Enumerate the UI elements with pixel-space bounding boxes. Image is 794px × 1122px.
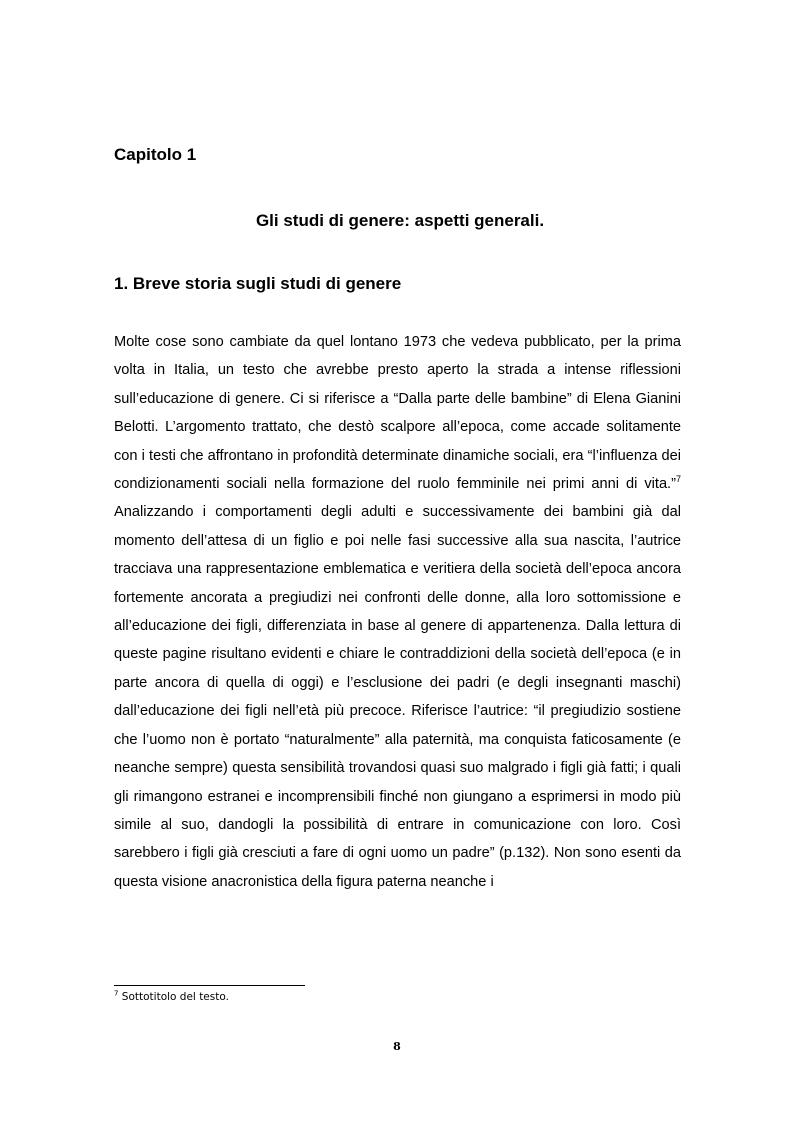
page-number: 8 — [393, 1040, 401, 1053]
body-text-after-note: Analizzando i comportamenti degli adulti e successivamente dei bambini già dal momento dell’attesa di un figlio e poi nelle fasi successive alla sua nascita, l’autrice tracciava una rappresentazione emblematica e veritiera della società dell’epoca ancora fortemente ancorata a pregiudizi nei confronti delle donne, alla loro sottomissione e all’educazione dei figli, differenziata in base al genere di appartenenza. Dalla lettura di queste pagine risultano evidenti e chiare le contraddizioni della società dell’epoca (e in parte ancora di quella di oggi) e l’esclusione dei padri (e degli insegnanti maschi) dall’educazione dei figli nell’età più precoce. Riferisce l’autrice: “il pregiudizio sostiene che l’uomo non è portato “naturalmente” alla paternità, ma conquista faticosamente (e neanche sempre) questa sensibilità trovandosi quasi suo malgrado i figli già fatti; i quali gli rimangono estranei e incomprensibili finché non giungano a esprimersi in modo più simile al suo, dandogli la possibilità di entrare in comunicazione con loro. Così sarebbero i figli già cresciuti a fare di ogni uomo un padre” (p.132). Non sono esenti da questa visione anacronistica della figura paterna neanche i — [114, 504, 681, 890]
footnote — [114, 991, 229, 1003]
footnote-separator — [114, 985, 305, 986]
section-heading: 1. Breve storia sugli studi di genere — [114, 274, 402, 293]
body-text-before-note: Molte cose sono cambiate da quel lontano 1973 che vedeva pubblicato, per la prima volta in Italia, un testo che avrebbe presto aperto la strada a intense riflessioni sull’educazione di genere. Ci si riferisce a “Dalla parte delle bambine” di Elena Gianini Belotti. L’argomento trattato, che destò scalpore all’epoca, come accade solitamente con i testi che affrontano in profondità determinate dinamiche sociali, era “l’influenza dei condizionamenti sociali nella formazione del ruolo femminile nei primi anni di vita.” — [114, 334, 681, 493]
footnote-number: 7 — [114, 989, 119, 998]
footnote-text: Sottotitolo del testo. — [118, 991, 229, 1003]
chapter-label: Capitolo 1 — [114, 145, 197, 164]
footnote-reference[interactable]: 7 — [675, 474, 681, 485]
body-paragraph — [114, 328, 681, 896]
section-title: Gli studi di genere: aspetti generali. — [255, 211, 545, 230]
